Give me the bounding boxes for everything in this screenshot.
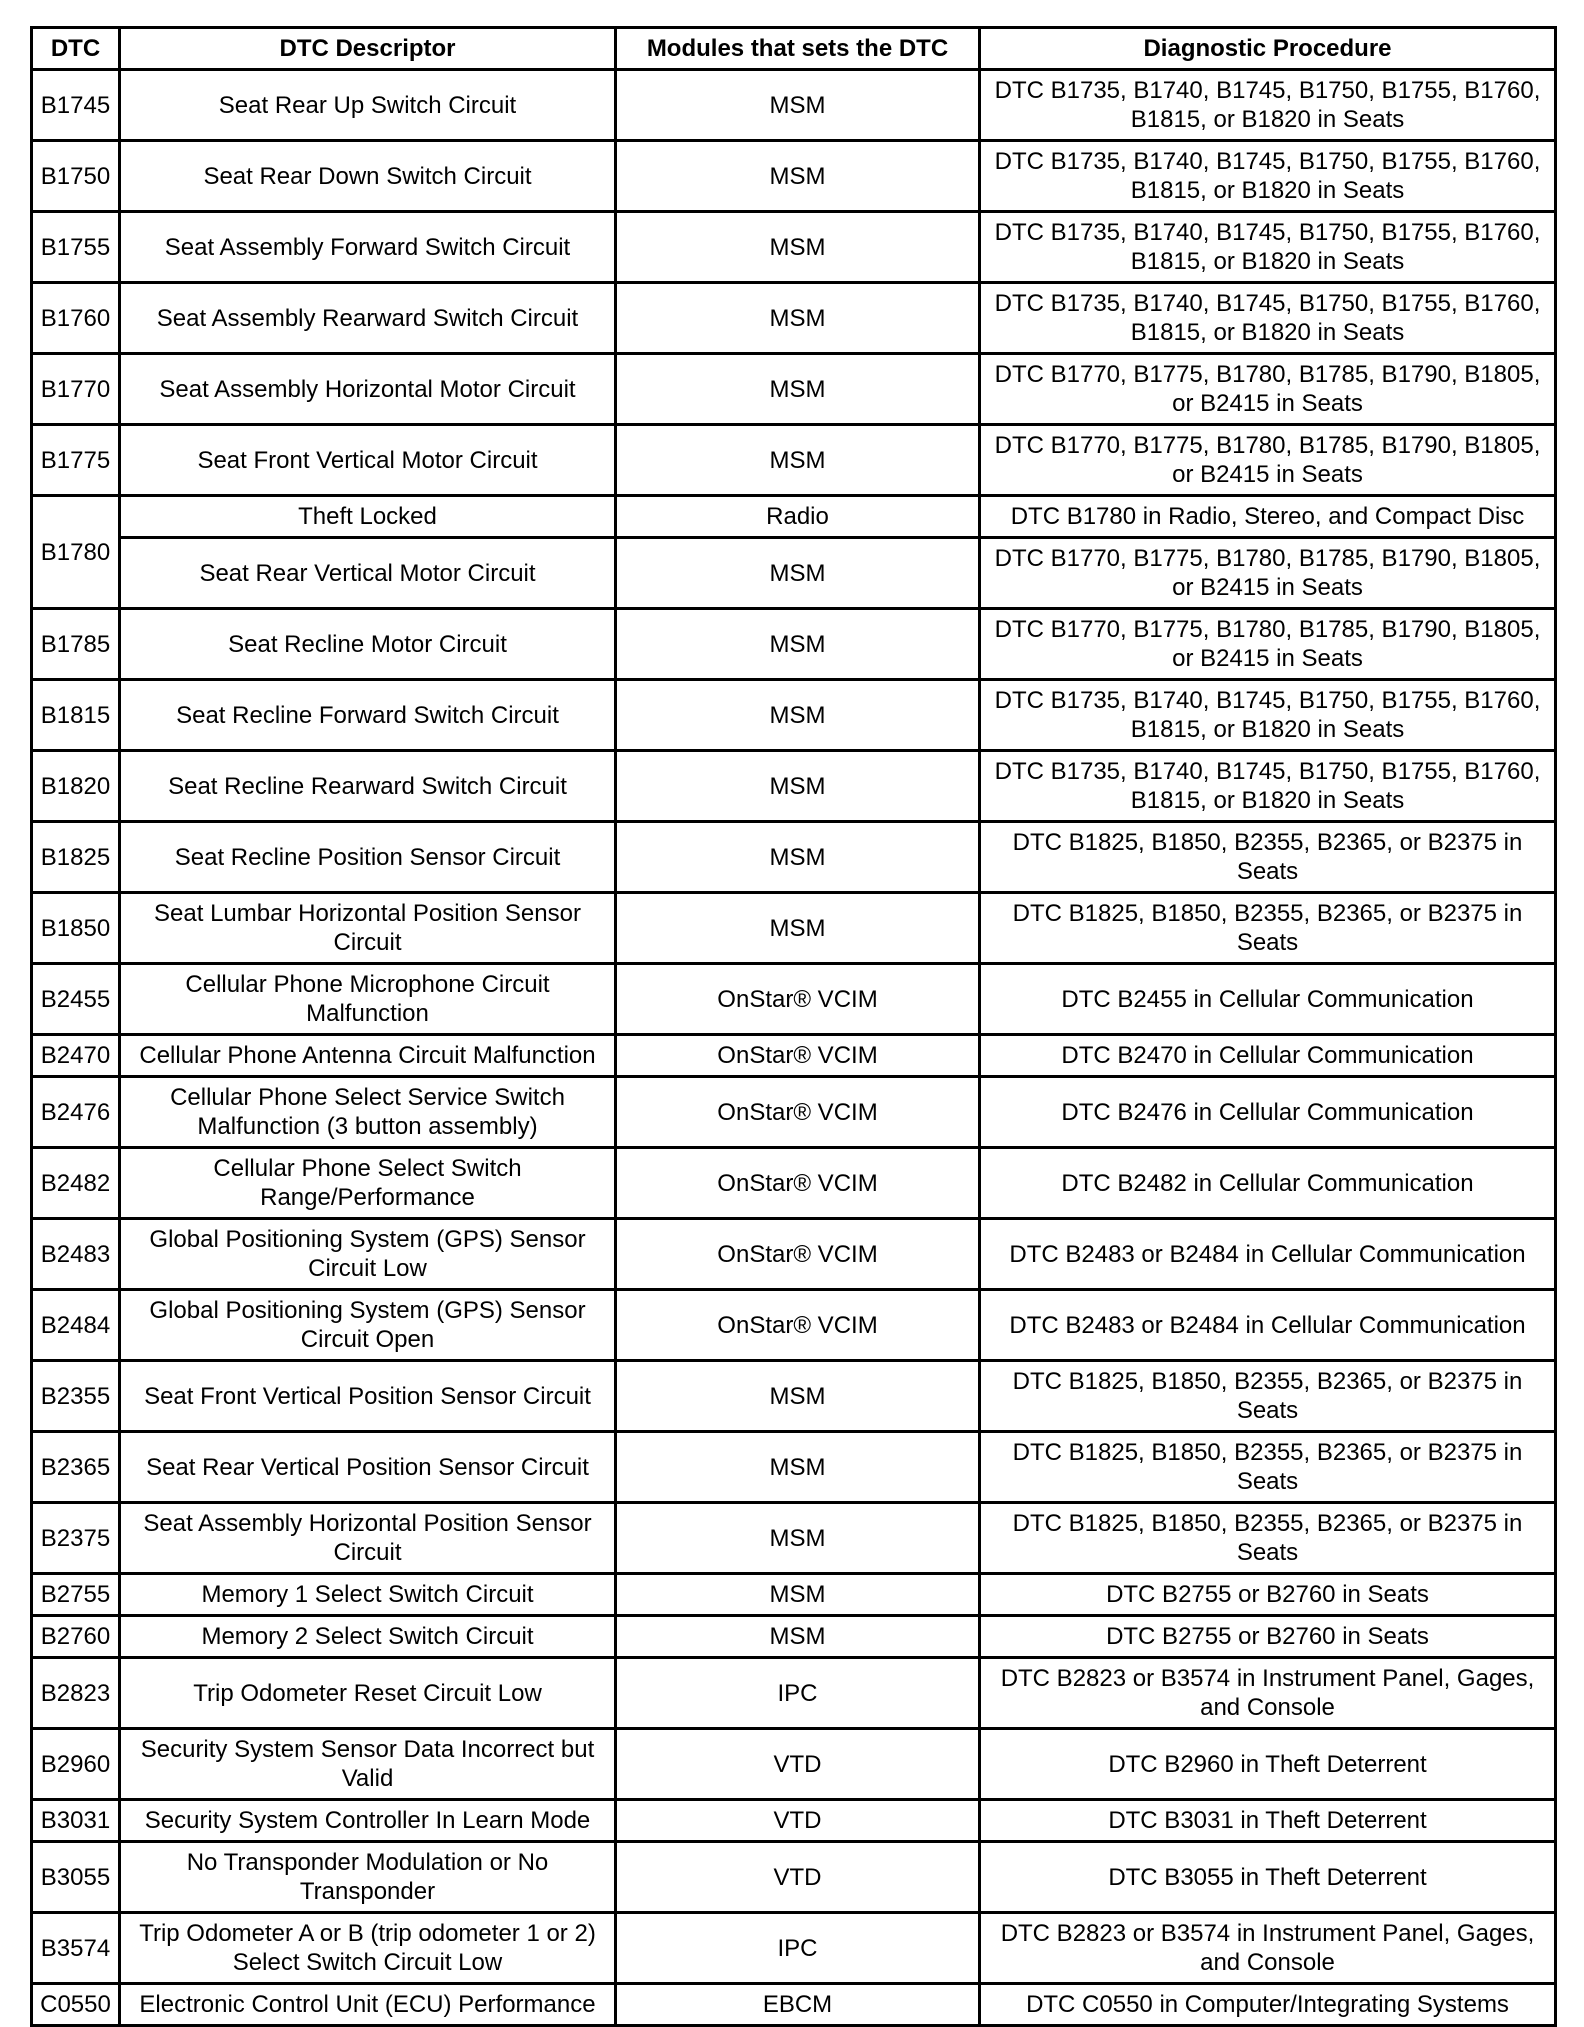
dtc-procedure: DTC B2960 in Theft Deterrent: [980, 1729, 1556, 1800]
dtc-descriptor: Electronic Control Unit (ECU) Performance: [120, 1984, 616, 2026]
dtc-code: B3031: [32, 1800, 120, 1842]
table-row: [32, 609, 1556, 680]
dtc-code: B2455: [32, 964, 120, 1035]
dtc-descriptor: Seat Assembly Horizontal Motor Circuit: [120, 354, 616, 425]
dtc-descriptor: Cellular Phone Microphone Circuit Malfunction: [120, 964, 616, 1035]
dtc-procedure: DTC B1825, B1850, B2355, B2365, or B2375 in Seats: [980, 893, 1556, 964]
dtc-module: Radio: [616, 496, 980, 538]
dtc-procedure: DTC B2823 or B3574 in Instrument Panel, Gages, and Console: [980, 1913, 1556, 1984]
dtc-module: MSM: [616, 141, 980, 212]
dtc-code: B2755: [32, 1574, 120, 1616]
dtc-procedure: DTC B1825, B1850, B2355, B2365, or B2375 in Seats: [980, 1432, 1556, 1503]
dtc-descriptor: Seat Assembly Horizontal Position Sensor Circuit: [120, 1503, 616, 1574]
table-row: [32, 1148, 1556, 1219]
table-row: [32, 1842, 1556, 1913]
dtc-procedure: DTC B1780 in Radio, Stereo, and Compact Disc: [980, 496, 1556, 538]
table-row: [32, 141, 1556, 212]
table-row: [32, 1800, 1556, 1842]
dtc-module: MSM: [616, 1616, 980, 1658]
dtc-procedure: DTC B2483 or B2484 in Cellular Communication: [980, 1290, 1556, 1361]
dtc-procedure: DTC B1770, B1775, B1780, B1785, B1790, B1805, or B2415 in Seats: [980, 354, 1556, 425]
dtc-descriptor: Trip Odometer A or B (trip odometer 1 or 2) Select Switch Circuit Low: [120, 1913, 616, 1984]
dtc-module: MSM: [616, 680, 980, 751]
dtc-procedure: DTC B1735, B1740, B1745, B1750, B1755, B1760, B1815, or B1820 in Seats: [980, 283, 1556, 354]
header-procedure: Diagnostic Procedure: [980, 28, 1556, 70]
table-row: [32, 538, 1556, 609]
table-row: [32, 283, 1556, 354]
dtc-descriptor: Global Positioning System (GPS) Sensor Circuit Low: [120, 1219, 616, 1290]
dtc-module: VTD: [616, 1800, 980, 1842]
dtc-code: B1825: [32, 822, 120, 893]
dtc-descriptor: Cellular Phone Select Service Switch Malfunction (3 button assembly): [120, 1077, 616, 1148]
dtc-code: B1820: [32, 751, 120, 822]
table-row: [32, 496, 1556, 538]
dtc-code: B2476: [32, 1077, 120, 1148]
dtc-descriptor: Global Positioning System (GPS) Sensor Circuit Open: [120, 1290, 616, 1361]
dtc-descriptor: Seat Rear Up Switch Circuit: [120, 70, 616, 141]
header-row: [32, 28, 1556, 70]
table-row: [32, 1219, 1556, 1290]
table-row: [32, 1035, 1556, 1077]
table-row: [32, 1658, 1556, 1729]
dtc-module: MSM: [616, 1503, 980, 1574]
dtc-descriptor: Seat Assembly Forward Switch Circuit: [120, 212, 616, 283]
dtc-module: OnStar® VCIM: [616, 1035, 980, 1077]
dtc-descriptor: Theft Locked: [120, 496, 616, 538]
dtc-code: B2470: [32, 1035, 120, 1077]
dtc-module: IPC: [616, 1913, 980, 1984]
dtc-code: B2483: [32, 1219, 120, 1290]
dtc-module: MSM: [616, 1361, 980, 1432]
dtc-descriptor: Seat Rear Down Switch Circuit: [120, 141, 616, 212]
dtc-code: B1815: [32, 680, 120, 751]
dtc-code: B2482: [32, 1148, 120, 1219]
table-row: [32, 212, 1556, 283]
dtc-procedure: DTC B1735, B1740, B1745, B1750, B1755, B1760, B1815, or B1820 in Seats: [980, 70, 1556, 141]
dtc-procedure: DTC B1735, B1740, B1745, B1750, B1755, B1760, B1815, or B1820 in Seats: [980, 751, 1556, 822]
dtc-module: MSM: [616, 425, 980, 496]
dtc-module: MSM: [616, 609, 980, 680]
dtc-code: B1770: [32, 354, 120, 425]
dtc-descriptor: Cellular Phone Select Switch Range/Performance: [120, 1148, 616, 1219]
dtc-descriptor: Seat Assembly Rearward Switch Circuit: [120, 283, 616, 354]
dtc-code: B1850: [32, 893, 120, 964]
dtc-module: MSM: [616, 1574, 980, 1616]
dtc-module: OnStar® VCIM: [616, 964, 980, 1035]
dtc-procedure: DTC B1735, B1740, B1745, B1750, B1755, B1760, B1815, or B1820 in Seats: [980, 141, 1556, 212]
dtc-descriptor: Seat Recline Forward Switch Circuit: [120, 680, 616, 751]
dtc-module: VTD: [616, 1729, 980, 1800]
header-modules: Modules that sets the DTC: [616, 28, 980, 70]
table-row: [32, 680, 1556, 751]
dtc-code: B2484: [32, 1290, 120, 1361]
table-row: [32, 70, 1556, 141]
table-row: [32, 1361, 1556, 1432]
table-row: [32, 1574, 1556, 1616]
dtc-code: B3574: [32, 1913, 120, 1984]
dtc-procedure: DTC C0550 in Computer/Integrating Systems: [980, 1984, 1556, 2026]
dtc-procedure: DTC B2470 in Cellular Communication: [980, 1035, 1556, 1077]
dtc-descriptor: Seat Front Vertical Motor Circuit: [120, 425, 616, 496]
dtc-procedure: DTC B1735, B1740, B1745, B1750, B1755, B1760, B1815, or B1820 in Seats: [980, 680, 1556, 751]
dtc-procedure: DTC B2755 or B2760 in Seats: [980, 1616, 1556, 1658]
dtc-code: B3055: [32, 1842, 120, 1913]
dtc-descriptor: Seat Rear Vertical Motor Circuit: [120, 538, 616, 609]
dtc-descriptor: Seat Recline Motor Circuit: [120, 609, 616, 680]
table-row: [32, 822, 1556, 893]
dtc-code: B1780: [32, 496, 120, 609]
dtc-table: [30, 26, 1557, 2027]
dtc-descriptor: Trip Odometer Reset Circuit Low: [120, 1658, 616, 1729]
dtc-code: B1760: [32, 283, 120, 354]
dtc-module: MSM: [616, 283, 980, 354]
dtc-descriptor: Seat Lumbar Horizontal Position Sensor Circuit: [120, 893, 616, 964]
table-row: [32, 751, 1556, 822]
dtc-module: OnStar® VCIM: [616, 1219, 980, 1290]
dtc-procedure: DTC B2476 in Cellular Communication: [980, 1077, 1556, 1148]
dtc-code: B2375: [32, 1503, 120, 1574]
dtc-module: MSM: [616, 1432, 980, 1503]
table-row: [32, 893, 1556, 964]
dtc-code: B2823: [32, 1658, 120, 1729]
dtc-procedure: DTC B1770, B1775, B1780, B1785, B1790, B1805, or B2415 in Seats: [980, 425, 1556, 496]
dtc-procedure: DTC B2823 or B3574 in Instrument Panel, Gages, and Console: [980, 1658, 1556, 1729]
dtc-descriptor: Seat Recline Position Sensor Circuit: [120, 822, 616, 893]
dtc-procedure: DTC B1825, B1850, B2355, B2365, or B2375 in Seats: [980, 822, 1556, 893]
dtc-code: B2365: [32, 1432, 120, 1503]
dtc-code: C0550: [32, 1984, 120, 2026]
table-row: [32, 1503, 1556, 1574]
table-row: [32, 1077, 1556, 1148]
dtc-procedure: DTC B2483 or B2484 in Cellular Communication: [980, 1219, 1556, 1290]
dtc-procedure: DTC B1735, B1740, B1745, B1750, B1755, B1760, B1815, or B1820 in Seats: [980, 212, 1556, 283]
dtc-descriptor: Seat Front Vertical Position Sensor Circuit: [120, 1361, 616, 1432]
dtc-module: IPC: [616, 1658, 980, 1729]
dtc-module: MSM: [616, 893, 980, 964]
table-row: [32, 1616, 1556, 1658]
dtc-procedure: DTC B1770, B1775, B1780, B1785, B1790, B1805, or B2415 in Seats: [980, 609, 1556, 680]
table-row: [32, 1729, 1556, 1800]
dtc-module: OnStar® VCIM: [616, 1148, 980, 1219]
dtc-code: B1750: [32, 141, 120, 212]
dtc-descriptor: Security System Controller In Learn Mode: [120, 1800, 616, 1842]
dtc-procedure: DTC B3055 in Theft Deterrent: [980, 1842, 1556, 1913]
dtc-descriptor: Seat Rear Vertical Position Sensor Circuit: [120, 1432, 616, 1503]
dtc-procedure: DTC B3031 in Theft Deterrent: [980, 1800, 1556, 1842]
table-row: [32, 425, 1556, 496]
dtc-module: MSM: [616, 751, 980, 822]
dtc-procedure: DTC B1825, B1850, B2355, B2365, or B2375 in Seats: [980, 1361, 1556, 1432]
dtc-code: B2355: [32, 1361, 120, 1432]
dtc-descriptor: Memory 2 Select Switch Circuit: [120, 1616, 616, 1658]
dtc-module: MSM: [616, 822, 980, 893]
dtc-module: MSM: [616, 70, 980, 141]
dtc-module: MSM: [616, 212, 980, 283]
dtc-module: OnStar® VCIM: [616, 1290, 980, 1361]
dtc-descriptor: Cellular Phone Antenna Circuit Malfunction: [120, 1035, 616, 1077]
dtc-module: MSM: [616, 538, 980, 609]
dtc-descriptor: No Transponder Modulation or No Transponder: [120, 1842, 616, 1913]
table-row: [32, 1913, 1556, 1984]
dtc-procedure: DTC B1770, B1775, B1780, B1785, B1790, B1805, or B2415 in Seats: [980, 538, 1556, 609]
dtc-procedure: DTC B2455 in Cellular Communication: [980, 964, 1556, 1035]
dtc-module: MSM: [616, 354, 980, 425]
dtc-module: OnStar® VCIM: [616, 1077, 980, 1148]
dtc-descriptor: Memory 1 Select Switch Circuit: [120, 1574, 616, 1616]
header-dtc: DTC: [32, 28, 120, 70]
header-descriptor: DTC Descriptor: [120, 28, 616, 70]
table-row: [32, 1984, 1556, 2026]
dtc-module: VTD: [616, 1842, 980, 1913]
table-row: [32, 964, 1556, 1035]
dtc-procedure: DTC B2482 in Cellular Communication: [980, 1148, 1556, 1219]
table-row: [32, 1432, 1556, 1503]
table-row: [32, 1290, 1556, 1361]
dtc-code: B1745: [32, 70, 120, 141]
dtc-code: B1775: [32, 425, 120, 496]
dtc-code: B2760: [32, 1616, 120, 1658]
dtc-code: B2960: [32, 1729, 120, 1800]
dtc-descriptor: Security System Sensor Data Incorrect but Valid: [120, 1729, 616, 1800]
table-row: [32, 354, 1556, 425]
dtc-code: B1785: [32, 609, 120, 680]
dtc-code: B1755: [32, 212, 120, 283]
dtc-module: EBCM: [616, 1984, 980, 2026]
dtc-descriptor: Seat Recline Rearward Switch Circuit: [120, 751, 616, 822]
dtc-procedure: DTC B1825, B1850, B2355, B2365, or B2375 in Seats: [980, 1503, 1556, 1574]
dtc-procedure: DTC B2755 or B2760 in Seats: [980, 1574, 1556, 1616]
